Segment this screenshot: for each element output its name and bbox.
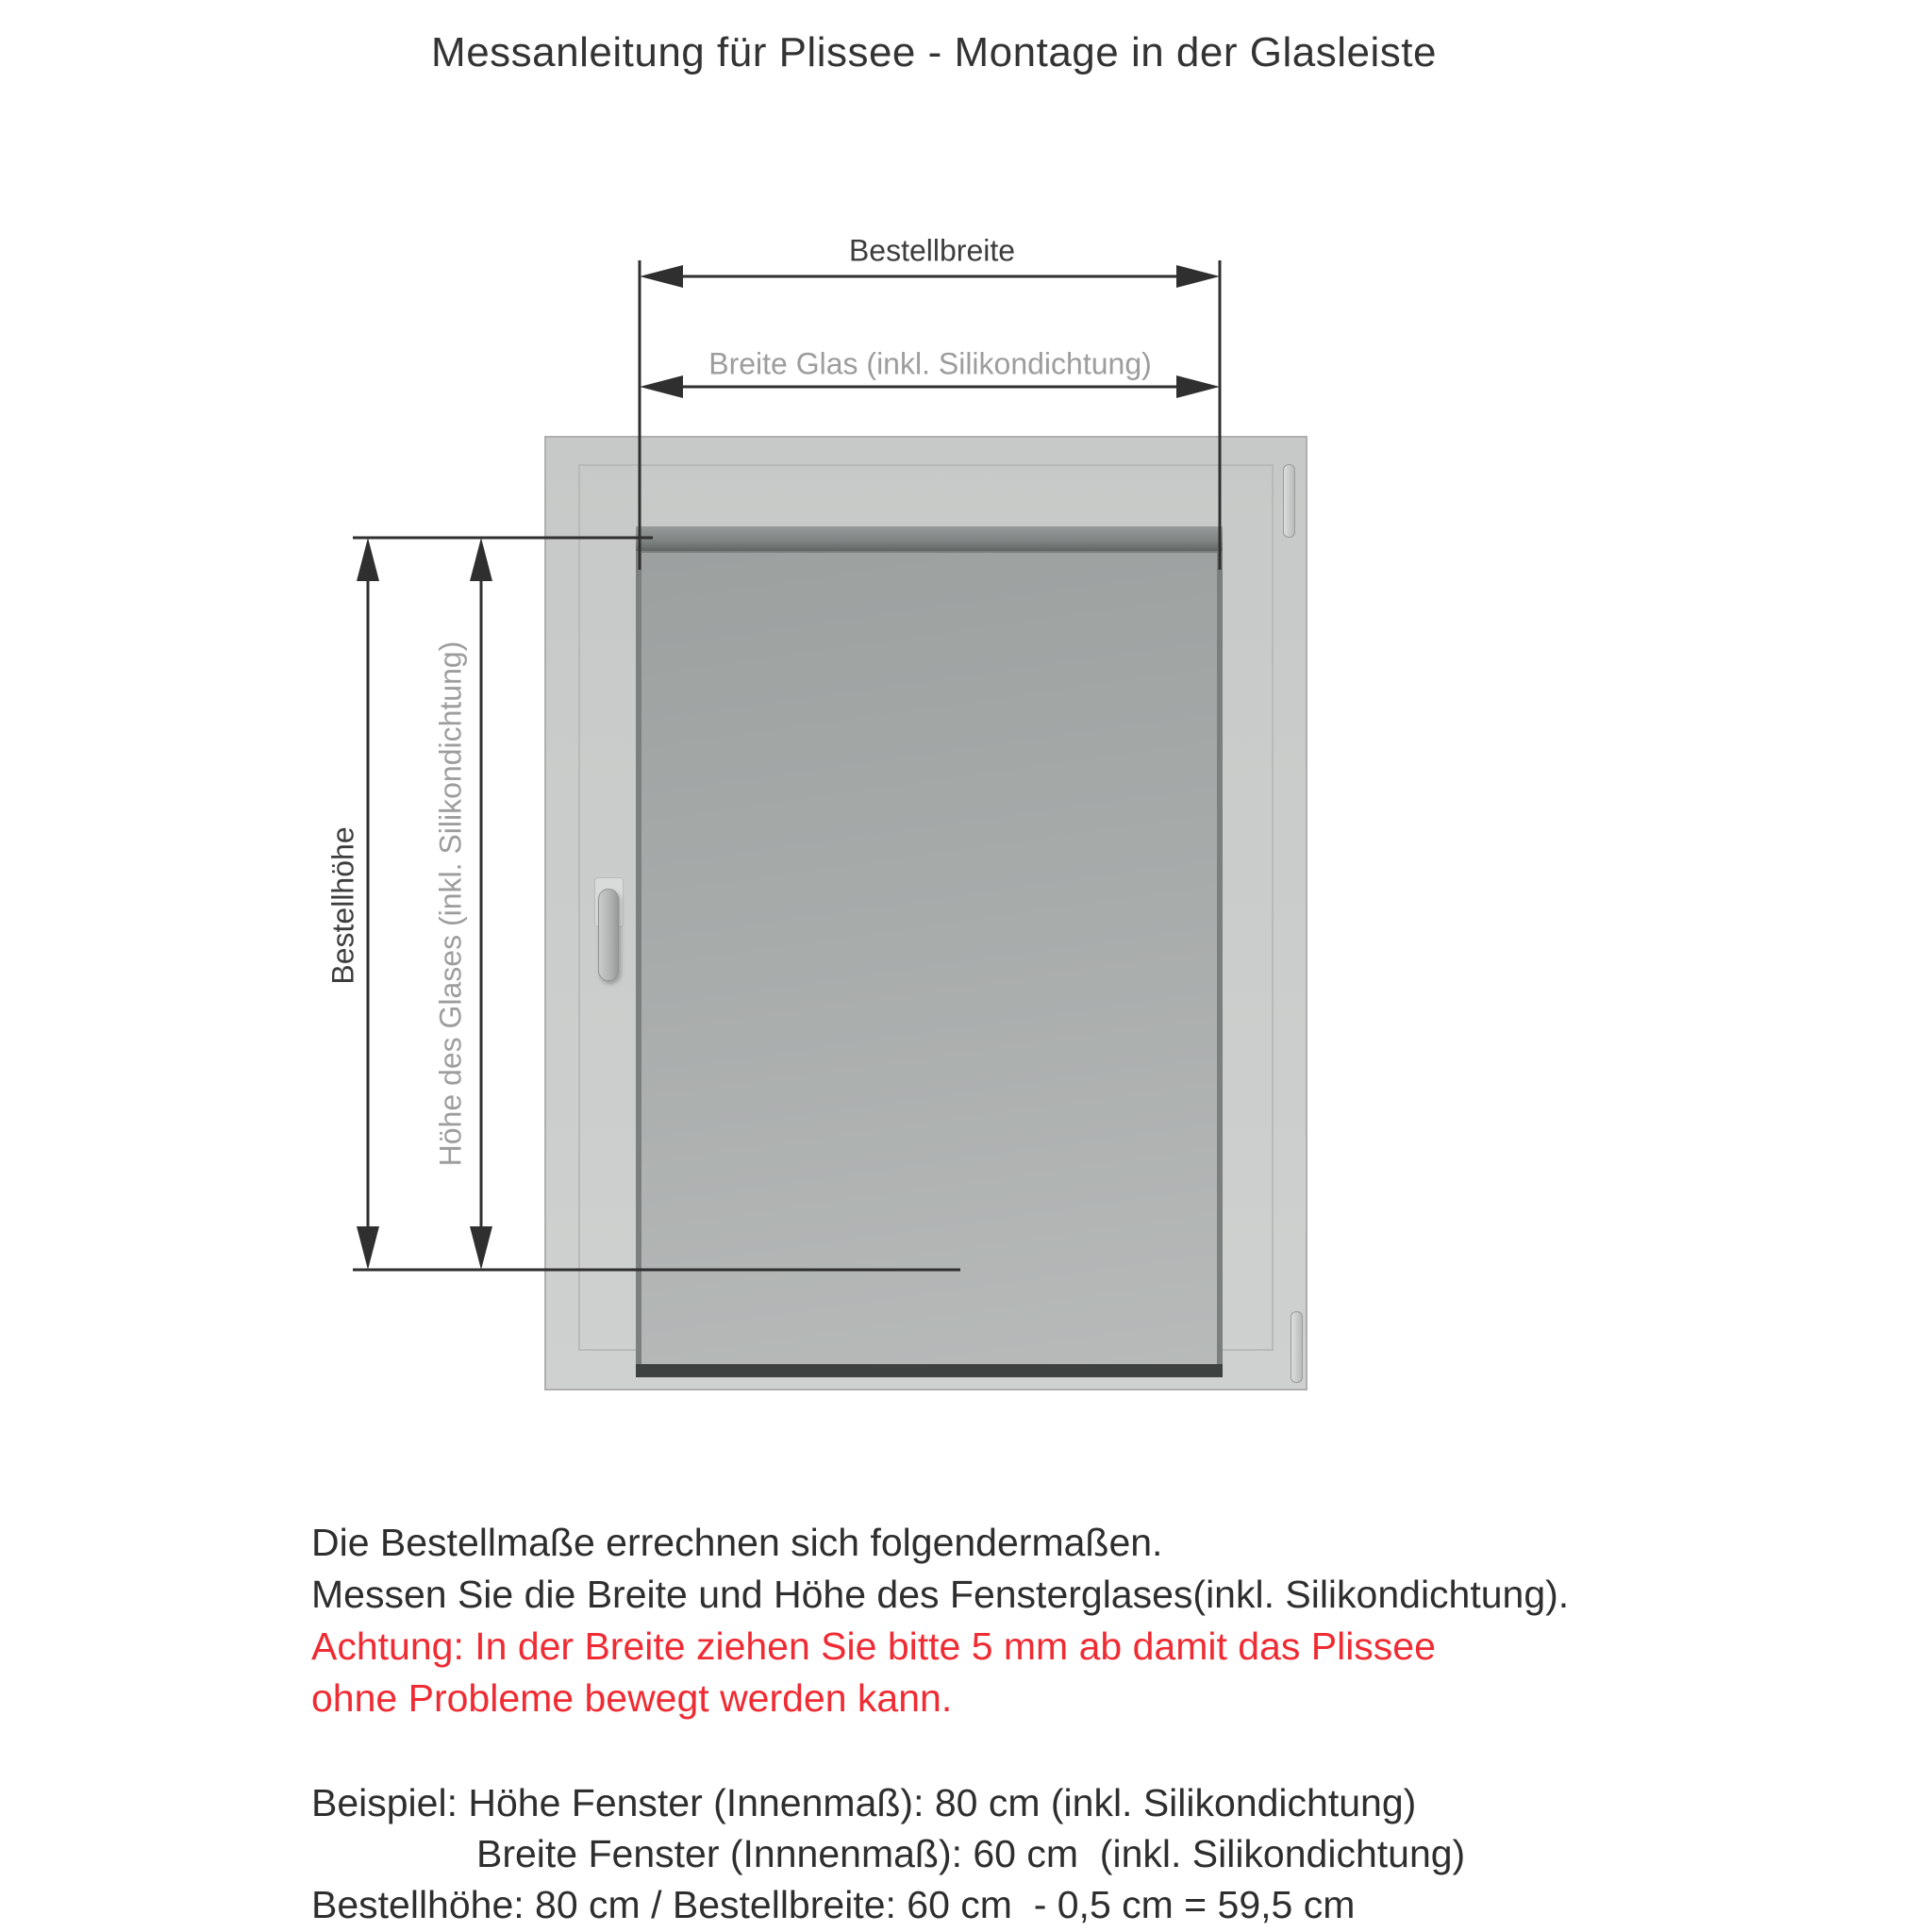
label-glass-width: Breite Glas (inkl. Silikondichtung) — [708, 346, 1152, 381]
window-handle — [598, 889, 619, 981]
arrowhead — [357, 538, 379, 581]
example-line-2: Breite Fenster (Innnenmaß): 60 cm (inkl. Silikondichtung) — [476, 1832, 1466, 1875]
window-hinge-bottom — [1291, 1311, 1303, 1383]
label-order-width: Bestellbreite — [848, 233, 1016, 268]
window-glass — [636, 526, 1223, 1377]
arrowhead — [470, 538, 492, 581]
arrowhead — [1176, 375, 1220, 398]
arrowhead — [357, 1226, 379, 1270]
label-order-height: Bestellhöhe — [325, 826, 360, 985]
example-line-1: Beispiel: Höhe Fenster (Innenmaß): 80 cm (inkl. Silikondichtung) — [311, 1781, 1417, 1824]
window-hinge-top — [1283, 464, 1295, 538]
warning-line-1: Achtung: In der Breite ziehen Sie bitte 5 mm ab damit das Plissee — [311, 1624, 1436, 1668]
page-title: Messanleitung für Plissee - Montage in der Glasleiste — [431, 29, 1437, 76]
warning-line-2: ohne Probleme bewegt werden kann. — [311, 1676, 953, 1720]
arrowhead — [1176, 265, 1220, 288]
example-line-3: Bestellhöhe: 80 cm / Bestellbreite: 60 cm - 0,5 cm = 59,5 cm — [311, 1883, 1356, 1926]
instruction-line-1: Die Bestellmaße errechnen sich folgendermaßen. — [311, 1521, 1163, 1564]
glass-pane — [641, 553, 1217, 1364]
arrowhead — [640, 265, 683, 288]
window-frame — [544, 436, 1307, 1391]
label-glass-height: Höhe des Glases (inkl. Silikondichtung) — [433, 641, 468, 1167]
arrowhead — [640, 375, 683, 398]
glass-top-shadow — [636, 526, 1223, 551]
glass-bottom-shadow — [636, 1364, 1223, 1377]
instruction-line-2: Messen Sie die Breite und Höhe des Fensterglases(inkl. Silikondichtung). — [311, 1573, 1570, 1616]
arrowhead — [470, 1226, 492, 1270]
